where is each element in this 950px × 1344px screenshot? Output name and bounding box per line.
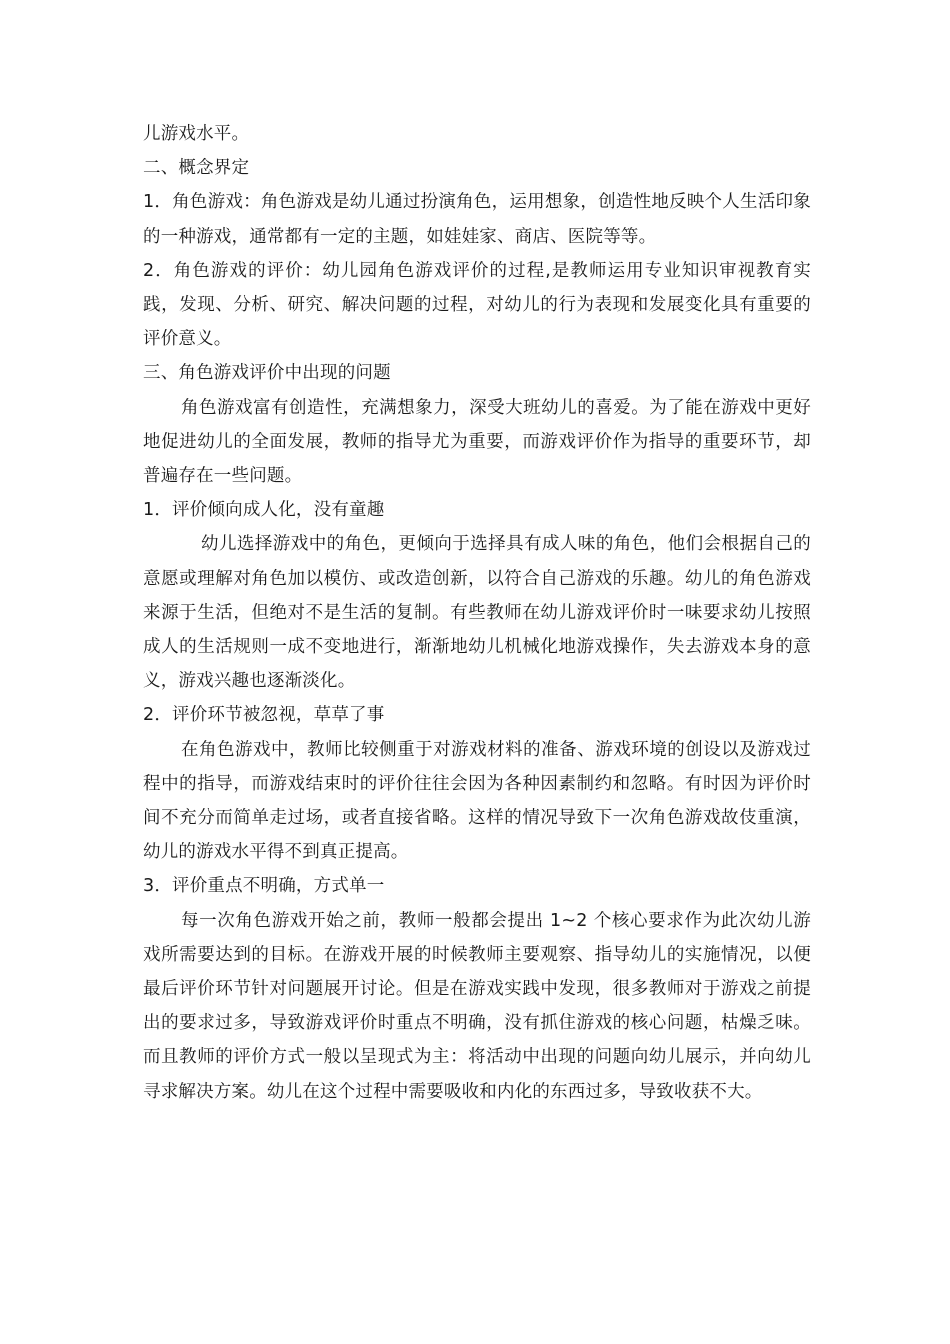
section-heading-concept-definition: 二、概念界定 (143, 158, 250, 179)
subheading-evaluation-neglected: 2．评价环节被忽视，草草了事 (143, 705, 385, 726)
paragraph-adultified-evaluation: 幼儿选择游戏中的角色，更倾向于选择具有成人味的角色，他们会根据自己的意愿或理解对角色加以模仿、或改造创新，以符合自己游戏的乐趣。幼儿的角色游戏来源于生活，但绝对不是生活的复制。有些教师在幼儿游戏评价时一味要求幼儿按照成人的生活规则一成不变地进行，渐渐地幼儿机械化地游戏操作，失去游戏本身的意义，游戏兴趣也逐渐淡化。 (143, 534, 811, 692)
subheading-adultified-evaluation: 1．评价倾向成人化，没有童趣 (143, 500, 385, 521)
paragraph-continuation: 儿游戏水平。 (143, 124, 250, 144)
paragraph-evaluation-neglected: 在角色游戏中，教师比较侧重于对游戏材料的准备、游戏环境的创设以及游戏过程中的指导，而游戏结束时的评价往往会因为各种因素制约和忽略。有时因为评价时间不充分而简单走过场，或者直接省略。这样的情况导致下一次角色游戏故伎重演，幼儿的游戏水平得不到真正提高。 (143, 739, 811, 863)
paragraph-problems-intro: 角色游戏富有创造性，充满想象力，深受大班幼儿的喜爱。为了能在游戏中更好地促进幼儿的全面发展，教师的指导尤为重要，而游戏评价作为指导的重要环节，却普遍存在一些问题。 (143, 397, 811, 487)
paragraph-unclear-focus: 每一次角色游戏开始之前，教师一般都会提出 1~2 个核心要求作为此次幼儿游戏所需要达到的目标。在游戏开展的时候教师主要观察、指导幼儿的实施情况，以便最后评价环节针对问题展开讨论。但是在游戏实践中发现，很多教师对于游戏之前提出的要求过多，导致游戏评价时重点不明确，没有抓住游戏的核心问题，枯燥乏味。而且教师的评价方式一般以呈现式为主：将活动中出现的问题向幼儿展示，并向幼儿寻求解决方案。幼儿在这个过程中需要吸收和内化的东西过多，导致收获不大。 (143, 910, 811, 1102)
document-body (143, 117, 811, 1109)
definition-role-play-evaluation: 2．角色游戏的评价：幼儿园角色游戏评价的过程,是教师运用专业知识审视教育实践，发现、分析、研究、解决问题的过程，对幼儿的行为表现和发展变化具有重要的评价意义。 (143, 260, 811, 350)
subheading-unclear-focus: 3．评价重点不明确，方式单一 (143, 876, 385, 897)
definition-role-play: 1．角色游戏：角色游戏是幼儿通过扮演角色，运用想象，创造性地反映个人生活印象的一种游戏，通常都有一定的主题，如娃娃家、商店、医院等等。 (143, 192, 811, 247)
section-heading-evaluation-problems: 三、角色游戏评价中出现的问题 (143, 363, 391, 384)
